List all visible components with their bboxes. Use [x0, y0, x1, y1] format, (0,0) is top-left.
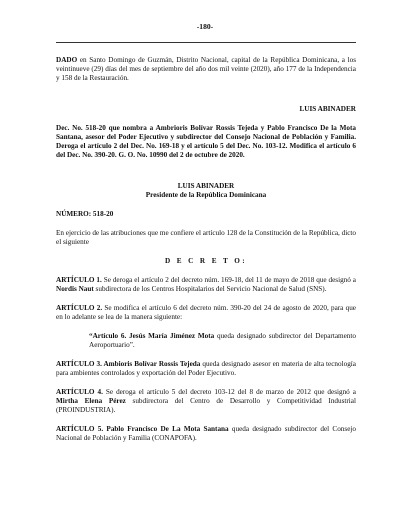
- article-4-label: ARTÍCULO 4.: [56, 388, 103, 396]
- article-5: [56, 425, 356, 443]
- document-body: [56, 56, 356, 443]
- article-2-text: Se modifica el artículo 6 del decreto núm. 390-20 del 24 de agosto de 2020, para que en lo adelante se lea de la manera siguiente:: [56, 304, 356, 321]
- preamble: En ejercicio de las atribuciones que me confiere el artículo 128 de la Constitución de la República, dicto el siguiente: [56, 229, 356, 246]
- decree-summary: Dec. No. 518-20 que nombra a Ambrioris Bolívar Rossis Tejeda y Pablo Francisco De la Mota Santana, asesor del Poder Ejecutivo y subdirector del Consejo Nacional de Población y Familia. Deroga el artículo 2 del Dec. No. 169-18 y el artículo 5 del Dec. No. 103-12. Modifica el artículo 6 del Dec. No. 390-20. G. O. No. 10990 del 2 de octubre de 2020.: [56, 124, 356, 159]
- article-2: [56, 304, 356, 322]
- article-4-text: Se deroga el artículo 5 del decreto 103-12 del 8 de marzo de 2012 que designó a: [102, 388, 356, 396]
- article-3-text: queda designado asesor en materia de alta tecnología para ambientes controlados y exportación del Poder Ejecutivo.: [56, 360, 356, 377]
- article-3: [56, 360, 356, 378]
- article-5-name: Pablo Francisco De La Mota Santana: [103, 425, 229, 433]
- article-1-text: Se deroga el artículo 2 del decreto núm. 169-18, del 11 de mayo de 2018 que designó a: [101, 276, 356, 284]
- dado-paragraph: [56, 56, 356, 83]
- article-5-text: queda designado subdirector del Consejo Nacional de Población y Familia (CONAPOFA).: [56, 425, 356, 442]
- quote-text: queda designado subdirector del Departamento Aeroportuario”.: [89, 332, 356, 349]
- decree-number: NÚMERO: 518-20: [56, 210, 114, 218]
- article-2-label: ARTÍCULO 2.: [56, 304, 103, 312]
- article-4-text-end: subdirectora del Centro de Desarrollo y Competitividad Industrial (PROINDUSTRIA).: [56, 397, 356, 414]
- article-4-name: Mirtha Elena Pérez: [56, 397, 126, 405]
- president-title: Presidente de la República Dominicana: [145, 191, 267, 199]
- article-1: [56, 276, 356, 294]
- dado-lead: DADO: [56, 56, 78, 64]
- article-3-name: Ambioris Bolívar Rossis Tejeda: [101, 360, 201, 368]
- quote-label: “Artículo 6. Jesús María Jiménez Mota: [89, 332, 215, 340]
- dado-text: en Santo Domingo de Guzmán, Distrito Nacional, capital de la República Dominicana, a los veintinueve (29) días del mes de septiembre del año dos mil veinte (2020), año 177 de la Independencia y 158 de la Restauración.: [56, 56, 356, 82]
- article-1-text-end: subdirectora de los Centros Hospitalarios del Servicio Nacional de Salud (SNS).: [93, 285, 327, 293]
- article-3-label: ARTÍCULO 3.: [56, 360, 102, 368]
- article-5-label: ARTÍCULO 5.: [56, 425, 104, 433]
- article-6-quote: [89, 332, 356, 350]
- president-name: LUIS ABINADER: [177, 182, 235, 190]
- page-number: -180-: [196, 22, 214, 31]
- article-1-label: ARTÍCULO 1.: [56, 276, 102, 284]
- article-4: [56, 388, 356, 415]
- header-rule: [56, 42, 356, 43]
- article-1-name: Nordis Naut: [56, 285, 94, 293]
- decreto-heading: D E C R E T O:: [164, 257, 248, 265]
- signature-luis-abinader: LUIS ABINADER: [299, 105, 356, 113]
